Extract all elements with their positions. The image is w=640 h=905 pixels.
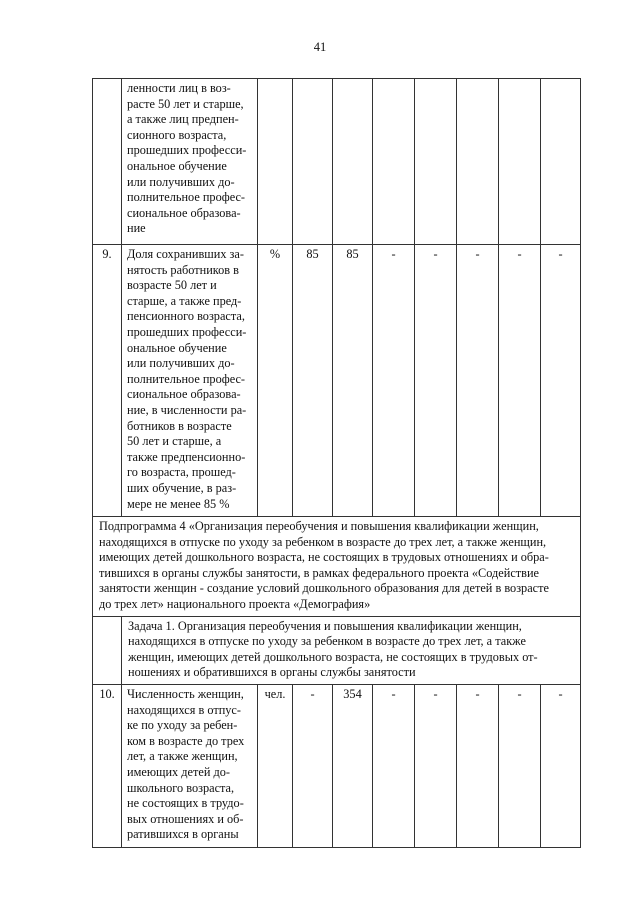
task-blank-cell (93, 616, 122, 684)
value-cell (415, 79, 457, 245)
value-cell: - (293, 685, 333, 848)
indicators-table (92, 78, 581, 848)
value-cell: - (415, 685, 457, 848)
value-cell: - (541, 685, 581, 848)
indicator-name: Численность женщин, находящихся в отпус- ке по уходу за ребен- ком в возрасте до трех лет, а также женщин, имеющих детей до- школьного возраста, не состоящих в трудо- вых отношениях и об- ратившихся в органы (122, 685, 258, 848)
value-cell: - (415, 245, 457, 517)
row-number: 10. (93, 685, 122, 848)
value-cell: - (499, 245, 541, 517)
table-row (93, 685, 581, 848)
page-number: 41 (313, 40, 327, 54)
value-cell (373, 79, 415, 245)
subprogram-heading: Подпрограмма 4 «Организация переобучения и повышения квалификации женщин, находящихся в отпуске по уходу за ребенком в возрасте до трех лет, а также женщин, имеющих детей дошкольного возраста, не состоящих в трудовых отношениях и обра- тившихся в органы службы занятости, в рамках федерального проекта «Содействие занятости женщин - создание условий дошкольного образования для детей в возрасте до трех лет» национального проекта «Демография» (93, 517, 581, 617)
unit-cell (258, 79, 293, 245)
value-cell (541, 79, 581, 245)
value-cell: 85 (333, 245, 373, 517)
value-cell: 354 (333, 685, 373, 848)
table-row (93, 79, 581, 245)
table-row (93, 245, 581, 517)
value-cell: - (457, 685, 499, 848)
value-cell: - (457, 245, 499, 517)
value-cell (457, 79, 499, 245)
value-cell (333, 79, 373, 245)
unit-cell: чел. (258, 685, 293, 848)
row-number: 9. (93, 245, 122, 517)
indicator-name: ленности лиц в воз- расте 50 лет и старше, а также лиц предпен- сионного возраста, прошедших професси- ональное обучение или получивших до- полнительное профес- сиональное образова- ние (122, 79, 258, 245)
unit-cell: % (258, 245, 293, 517)
task-row (93, 616, 581, 684)
value-cell: - (541, 245, 581, 517)
task-heading: Задача 1. Организация переобучения и повышения квалификации женщин, находящихся в отпуске по уходу за ребенком в возрасте до трех лет, а также женщин, имеющих детей дошкольного возраста, не состоящих в трудовых от- ношениях и обратившихся в органы службы занятости (122, 616, 581, 684)
value-cell (499, 79, 541, 245)
subprogram-row (93, 517, 581, 617)
row-number (93, 79, 122, 245)
value-cell: - (499, 685, 541, 848)
value-cell: - (373, 245, 415, 517)
value-cell (293, 79, 333, 245)
value-cell: - (373, 685, 415, 848)
indicator-name: Доля сохранивших за- нятость работников в возрасте 50 лет и старше, а также пред- пенсионного возраста, прошедших професси- ональное обучение или получивших до- полнительное профес- сиональное образова- ние, в численности ра- ботников в возрасте 50 лет и старше, а также предпенсионно- го возраста, прошед- ших обучение, в раз- мере не менее 85 % (122, 245, 258, 517)
value-cell: 85 (293, 245, 333, 517)
